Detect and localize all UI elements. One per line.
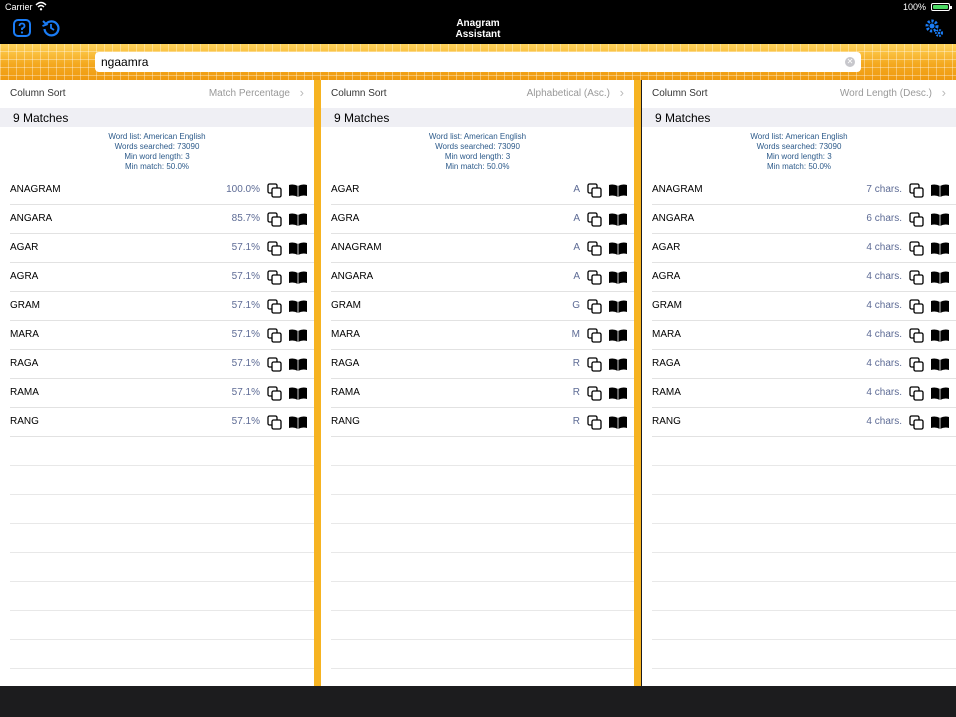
book-icon[interactable] — [288, 328, 308, 343]
book-icon[interactable] — [608, 183, 628, 198]
row-word: MARA — [652, 329, 681, 340]
table-row[interactable] — [10, 379, 314, 408]
book-icon[interactable] — [930, 270, 950, 285]
empty-row — [331, 611, 634, 640]
row-value: M — [571, 329, 580, 340]
book-icon[interactable] — [930, 241, 950, 256]
row-word: AGAR — [652, 242, 681, 253]
row-value: R — [572, 387, 580, 398]
row-value: 57.1% — [231, 300, 260, 311]
table-row[interactable] — [652, 379, 956, 408]
empty-row — [331, 524, 634, 553]
nav-title-line2: Assistant — [455, 29, 501, 40]
book-icon[interactable] — [288, 299, 308, 314]
row-word: AGRA — [10, 271, 39, 282]
row-word: RAMA — [652, 387, 681, 398]
status-bar — [0, 0, 956, 14]
table-row[interactable] — [10, 321, 314, 350]
row-value: 4 chars. — [866, 416, 902, 427]
results-list — [10, 176, 314, 686]
search-box[interactable] — [95, 52, 861, 72]
empty-row — [10, 553, 314, 582]
copy-icon[interactable] — [587, 299, 602, 314]
row-word: RANG — [331, 416, 360, 427]
row-value: 57.1% — [231, 416, 260, 427]
info-words-searched: Words searched: 73090 — [435, 142, 520, 151]
column-sort-label: Column Sort — [652, 88, 708, 99]
empty-row — [331, 553, 634, 582]
chevron-right-icon: › — [299, 85, 304, 100]
table-row[interactable] — [652, 176, 956, 205]
table-row[interactable] — [331, 408, 634, 437]
copy-icon[interactable] — [909, 241, 924, 256]
book-icon[interactable] — [288, 183, 308, 198]
empty-row — [10, 466, 314, 495]
book-icon[interactable] — [930, 415, 950, 430]
row-word: RAGA — [10, 358, 39, 369]
results-list — [331, 176, 634, 686]
empty-row — [331, 466, 634, 495]
book-icon[interactable] — [608, 357, 628, 372]
table-row[interactable] — [10, 350, 314, 379]
nav-bar — [0, 14, 956, 44]
row-word: AGAR — [331, 184, 360, 195]
copy-icon[interactable] — [267, 415, 282, 430]
results-column-alphabetical — [321, 80, 634, 686]
row-value: R — [572, 358, 580, 369]
empty-row — [652, 524, 956, 553]
copy-icon[interactable] — [909, 386, 924, 401]
row-word: MARA — [331, 329, 360, 340]
copy-icon[interactable] — [587, 212, 602, 227]
copy-icon[interactable] — [587, 386, 602, 401]
empty-row — [331, 669, 634, 686]
empty-row — [10, 582, 314, 611]
book-icon[interactable] — [288, 386, 308, 401]
book-icon[interactable] — [608, 212, 628, 227]
row-value: 7 chars. — [866, 184, 902, 195]
book-icon[interactable] — [930, 357, 950, 372]
info-min-match: Min match: 50.0% — [445, 162, 510, 171]
copy-icon[interactable] — [267, 299, 282, 314]
table-row[interactable] — [10, 176, 314, 205]
column-sort-row[interactable] — [0, 80, 314, 109]
table-row[interactable] — [652, 263, 956, 292]
search-info — [642, 132, 956, 172]
book-icon[interactable] — [288, 241, 308, 256]
table-row[interactable] — [10, 205, 314, 234]
row-value: 57.1% — [231, 387, 260, 398]
column-sort-value: Word Length (Desc.) — [839, 88, 932, 99]
gear-icon[interactable] — [924, 18, 944, 38]
carrier-label: Carrier — [5, 2, 33, 12]
copy-icon[interactable] — [587, 241, 602, 256]
info-min-length: Min word length: 3 — [124, 152, 190, 161]
results-column-length — [642, 80, 956, 686]
table-row[interactable] — [10, 263, 314, 292]
column-divider — [634, 80, 641, 686]
matches-count: 9 Matches — [13, 111, 69, 125]
row-value: 57.1% — [231, 242, 260, 253]
row-value: G — [572, 300, 580, 311]
book-icon[interactable] — [288, 415, 308, 430]
row-word: AGRA — [331, 213, 360, 224]
copy-icon[interactable] — [267, 212, 282, 227]
book-icon[interactable] — [608, 299, 628, 314]
search-info — [0, 132, 314, 172]
book-icon[interactable] — [608, 386, 628, 401]
row-value: 57.1% — [231, 329, 260, 340]
info-min-match: Min match: 50.0% — [766, 162, 832, 171]
search-strip — [0, 44, 956, 80]
row-word: GRAM — [652, 300, 682, 311]
search-info — [321, 132, 634, 172]
clear-icon[interactable]: ✕ — [846, 57, 854, 66]
row-word: GRAM — [10, 300, 40, 311]
column-sort-value: Match Percentage — [208, 88, 290, 99]
empty-row — [652, 582, 956, 611]
row-word: MARA — [10, 329, 39, 340]
battery-percent: 100% — [902, 2, 926, 12]
book-icon[interactable] — [608, 415, 628, 430]
row-value: 6 chars. — [866, 213, 902, 224]
empty-row — [10, 495, 314, 524]
row-value: 57.1% — [231, 271, 260, 282]
table-row[interactable] — [331, 263, 634, 292]
nav-title-line1: Anagram — [456, 18, 500, 29]
table-row[interactable] — [10, 408, 314, 437]
row-word: ANGARA — [652, 213, 695, 224]
copy-icon[interactable] — [267, 241, 282, 256]
copy-icon[interactable] — [587, 328, 602, 343]
wifi-icon — [35, 1, 47, 11]
row-word: RAMA — [331, 387, 360, 398]
column-sort-label: Column Sort — [10, 88, 66, 99]
row-value: A — [573, 271, 580, 282]
table-row[interactable] — [652, 350, 956, 379]
copy-icon[interactable] — [909, 357, 924, 372]
copy-icon[interactable] — [587, 270, 602, 285]
column-sort-row[interactable] — [321, 80, 634, 109]
info-word-list: Word list: American English — [108, 132, 206, 141]
row-value: 4 chars. — [866, 271, 902, 282]
info-min-match: Min match: 50.0% — [124, 162, 190, 171]
column-divider — [314, 80, 321, 686]
book-icon[interactable] — [608, 328, 628, 343]
book-icon[interactable] — [608, 270, 628, 285]
table-row[interactable] — [331, 292, 634, 321]
matches-count: 9 Matches — [334, 111, 390, 125]
row-word: RAGA — [331, 358, 360, 369]
battery-icon — [931, 3, 950, 11]
results-list — [652, 176, 956, 686]
book-icon[interactable] — [930, 299, 950, 314]
row-value: A — [573, 184, 580, 195]
row-word: RANG — [10, 416, 39, 427]
row-word: ANAGRAM — [10, 184, 61, 195]
book-icon[interactable] — [608, 241, 628, 256]
chevron-right-icon: › — [619, 85, 624, 100]
nav-title — [0, 18, 956, 40]
empty-row — [652, 669, 956, 686]
row-word: GRAM — [331, 300, 361, 311]
empty-row — [652, 437, 956, 466]
empty-row — [652, 640, 956, 669]
table-row[interactable] — [652, 321, 956, 350]
table-row[interactable] — [331, 379, 634, 408]
row-value: 4 chars. — [866, 242, 902, 253]
search-input[interactable] — [101, 53, 831, 71]
table-row[interactable] — [331, 234, 634, 263]
info-words-searched: Words searched: 73090 — [114, 142, 200, 151]
copy-icon[interactable] — [909, 212, 924, 227]
table-row[interactable] — [331, 176, 634, 205]
table-row[interactable] — [10, 234, 314, 263]
table-row[interactable] — [331, 205, 634, 234]
copy-icon[interactable] — [587, 415, 602, 430]
copy-icon[interactable] — [267, 386, 282, 401]
copy-icon[interactable] — [267, 270, 282, 285]
column-sort-row[interactable] — [642, 80, 956, 109]
row-word: RANG — [652, 416, 681, 427]
info-min-length: Min word length: 3 — [444, 152, 511, 161]
info-words-searched: Words searched: 73090 — [756, 142, 842, 151]
row-value: 4 chars. — [866, 387, 902, 398]
row-word: RAGA — [652, 358, 681, 369]
info-word-list: Word list: American English — [428, 132, 527, 141]
row-value: 57.1% — [231, 358, 260, 369]
table-row[interactable] — [652, 205, 956, 234]
row-value: 4 chars. — [866, 358, 902, 369]
row-value: 4 chars. — [866, 329, 902, 340]
empty-row — [331, 437, 634, 466]
empty-row — [652, 553, 956, 582]
row-value: A — [573, 213, 580, 224]
matches-header — [321, 108, 634, 127]
row-value: 100.0% — [226, 184, 260, 195]
matches-count: 9 Matches — [655, 111, 711, 125]
copy-icon[interactable] — [909, 328, 924, 343]
book-icon[interactable] — [930, 212, 950, 227]
row-word: RAMA — [10, 387, 39, 398]
table-row[interactable] — [652, 292, 956, 321]
empty-row — [652, 611, 956, 640]
copy-icon[interactable] — [267, 328, 282, 343]
row-word: AGAR — [10, 242, 39, 253]
copy-icon[interactable] — [587, 357, 602, 372]
empty-row — [652, 495, 956, 524]
row-value: 4 chars. — [866, 300, 902, 311]
table-row[interactable] — [10, 292, 314, 321]
row-value: A — [573, 242, 580, 253]
book-icon[interactable] — [288, 357, 308, 372]
copy-icon[interactable] — [909, 415, 924, 430]
matches-header — [0, 108, 314, 127]
row-word: ANAGRAM — [652, 184, 703, 195]
empty-row — [10, 611, 314, 640]
table-row[interactable] — [331, 321, 634, 350]
row-word: ANAGRAM — [331, 242, 382, 253]
book-icon[interactable] — [930, 328, 950, 343]
empty-row — [331, 640, 634, 669]
table-row[interactable] — [652, 408, 956, 437]
empty-row — [10, 437, 314, 466]
empty-row — [652, 466, 956, 495]
row-word: ANGARA — [331, 271, 374, 282]
copy-icon[interactable] — [267, 357, 282, 372]
empty-row — [331, 582, 634, 611]
column-sort-value: Alphabetical (Asc.) — [526, 88, 610, 99]
row-word: AGRA — [652, 271, 681, 282]
chevron-right-icon: › — [941, 85, 946, 100]
empty-row — [331, 495, 634, 524]
results-column-match — [0, 80, 314, 686]
book-icon[interactable] — [288, 270, 308, 285]
row-value: 85.7% — [231, 213, 260, 224]
column-sort-label: Column Sort — [331, 88, 387, 99]
info-word-list: Word list: American English — [750, 132, 848, 141]
copy-icon[interactable] — [909, 270, 924, 285]
empty-row — [10, 524, 314, 553]
book-icon[interactable] — [930, 386, 950, 401]
empty-row — [10, 669, 314, 686]
info-min-length: Min word length: 3 — [766, 152, 832, 161]
book-icon[interactable] — [288, 212, 308, 227]
table-row[interactable] — [331, 350, 634, 379]
matches-header — [642, 108, 956, 127]
empty-row — [10, 640, 314, 669]
book-icon[interactable] — [930, 183, 950, 198]
copy-icon[interactable] — [909, 299, 924, 314]
copy-icon[interactable] — [267, 183, 282, 198]
copy-icon[interactable] — [587, 183, 602, 198]
bottom-bar — [0, 686, 956, 717]
copy-icon[interactable] — [909, 183, 924, 198]
row-value: R — [572, 416, 580, 427]
table-row[interactable] — [652, 234, 956, 263]
row-word: ANGARA — [10, 213, 53, 224]
